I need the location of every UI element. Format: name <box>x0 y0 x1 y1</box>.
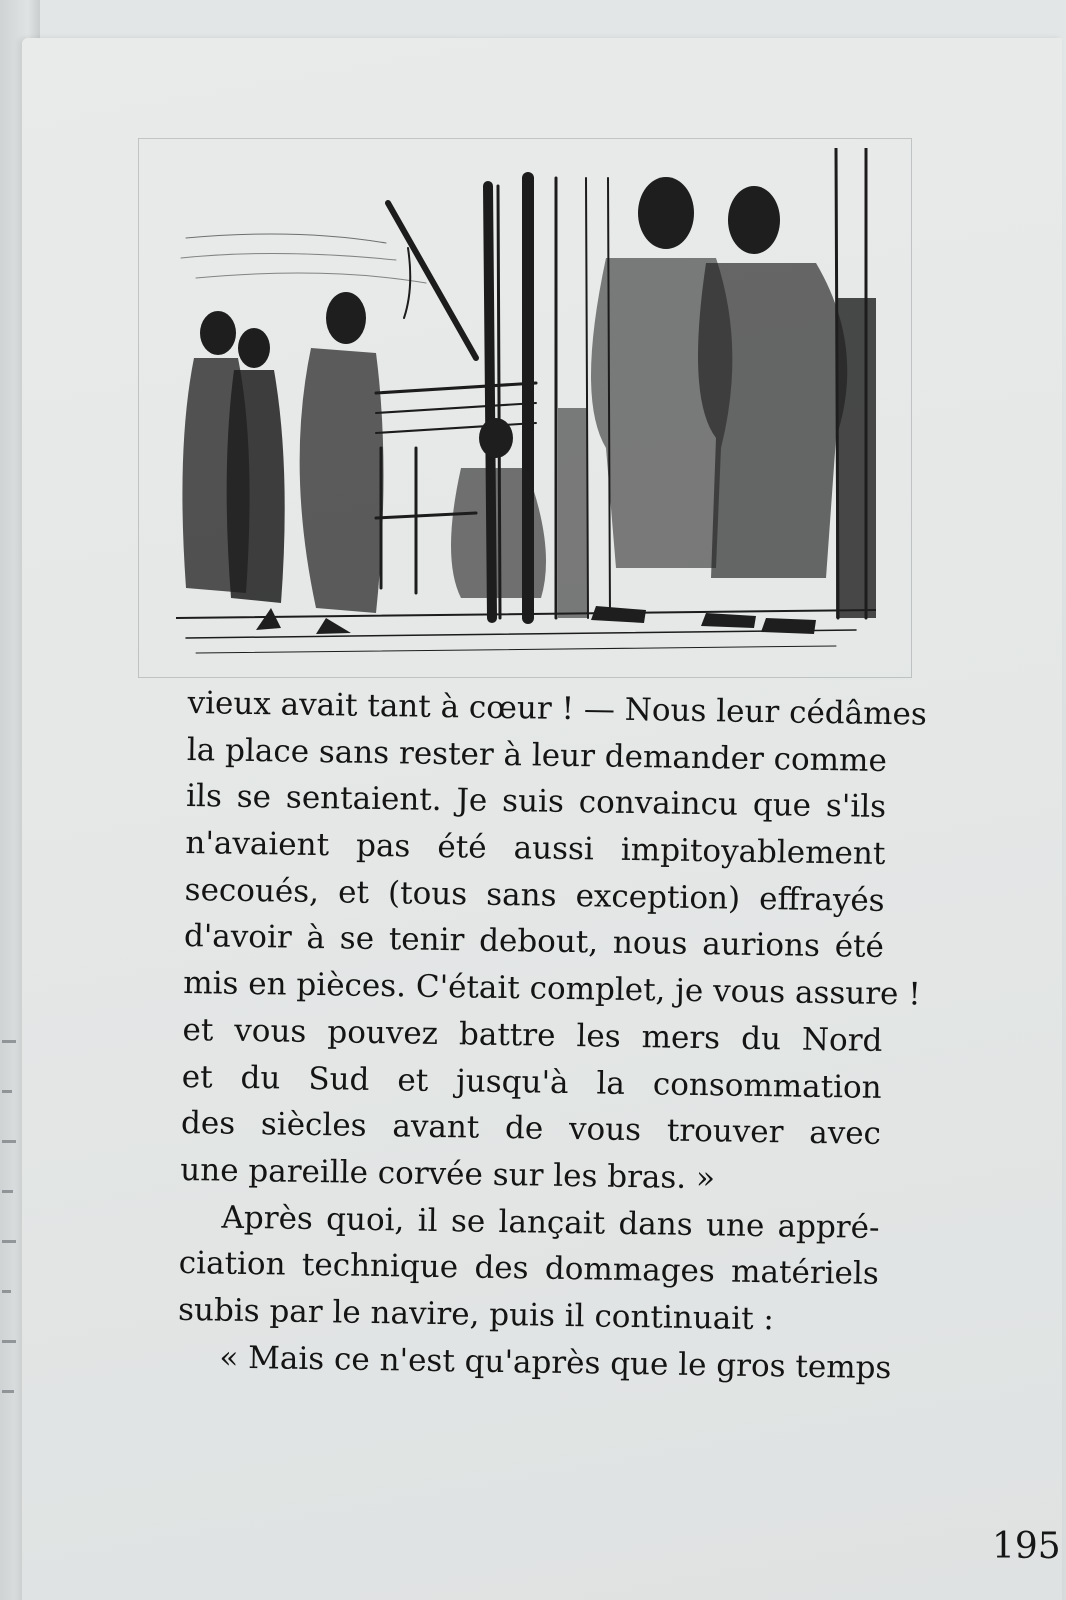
text-line: « Mais ce n'est qu'après que le gros temps <box>219 1339 892 1386</box>
text-line: mis en pièces. C'était complet, je vous assure ! <box>182 965 922 1013</box>
body-text <box>177 680 928 1391</box>
text-line: une pareille corvée sur les bras. » <box>180 1151 716 1197</box>
text-line: et du Sud et jusqu'à la consommation <box>181 1058 882 1106</box>
text-line: n'avaient pas été aussi impitoyablement <box>185 825 886 873</box>
text-line: ciation technique des dommages matériels <box>178 1245 880 1293</box>
text-line: secoués, et (tous sans exception) effrayés <box>184 871 885 919</box>
page-number: 195 <box>992 1526 1061 1567</box>
text-line: et vous pouvez battre les mers du Nord <box>182 1011 883 1059</box>
text-line: d'avoir à se tenir debout, nous aurions été <box>183 918 885 966</box>
text-line: la place sans rester à leur demander comme <box>186 731 888 779</box>
text-line: Après quoi, il se lançait dans une appré- <box>221 1199 880 1246</box>
text-line: vieux avait tant à cœur ! — Nous leur cédâmes <box>187 684 928 733</box>
etching-illustration <box>176 148 876 668</box>
text-line: ils se sentaient. Je suis convaincu que s'ils <box>185 778 887 826</box>
text-line: des siècles avant de vous trouver avec <box>180 1105 882 1153</box>
text-line: subis par le navire, puis il continuait : <box>177 1291 775 1338</box>
